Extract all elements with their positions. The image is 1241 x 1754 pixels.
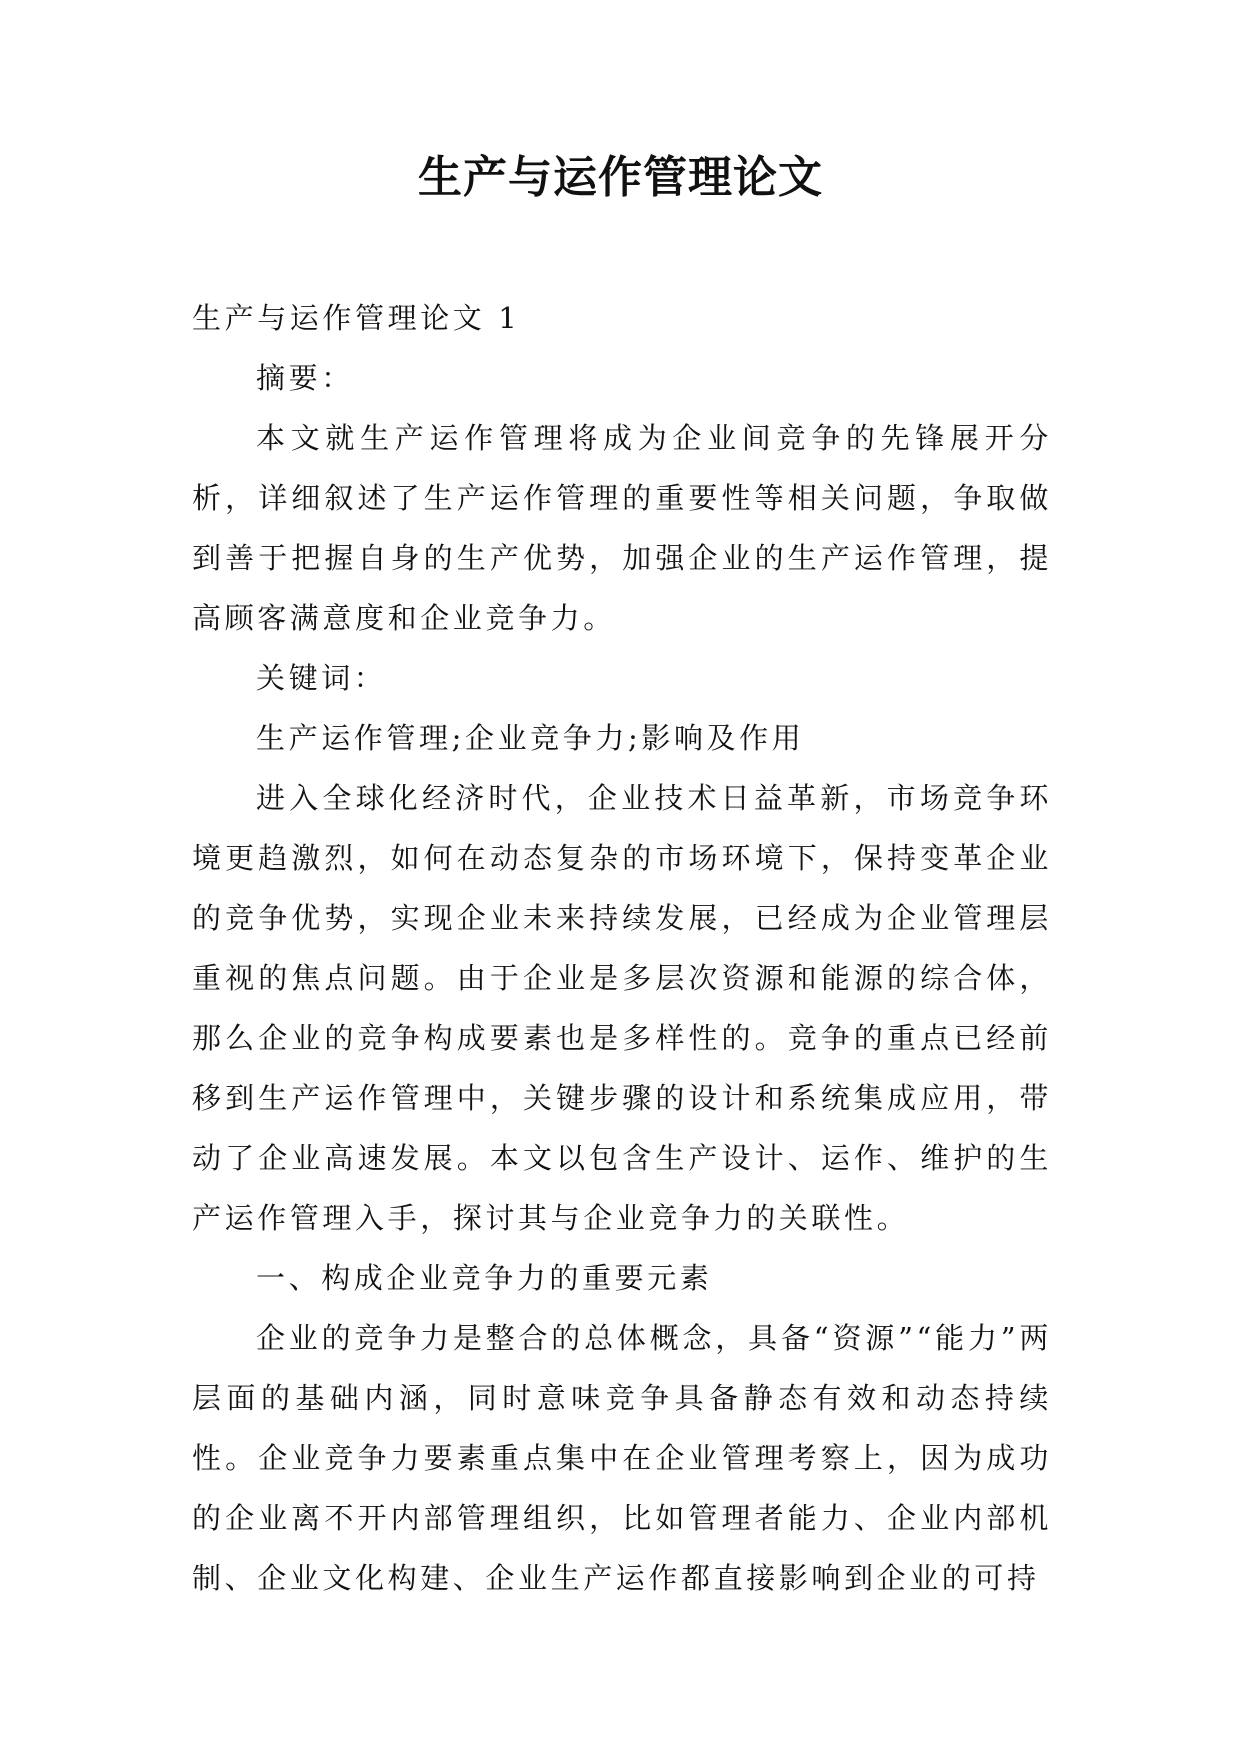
subheading: 一、构成企业竞争力的重要元素 <box>256 1261 713 1295</box>
section-heading: 生产与运作管理论文 1 <box>192 301 521 335</box>
body-paragraph: 企业的竞争力是整合的总体概念，具备“资源”“能力”两层面的基础内涵，同时意味竞争具备静态有效和动态持续性。企业竞争力要素重点集中在企业管理考察上，因为成功的企业离不开内部管理组织，比如管理者能力、企业内部机制、企业文化构建、企业生产运作都直接影响到企业的可持 <box>192 1321 1052 1595</box>
intro-paragraph: 进入全球化经济时代，企业技术日益革新，市场竞争环境更趋激烈，如何在动态复杂的市场环境下，保持变革企业的竞争优势，实现企业未来持续发展，已经成为企业管理层重视的焦点问题。由于企业是多层次资源和能源的综合体，那么企业的竞争构成要素也是多样性的。竞争的重点已经前移到生产运作管理中，关键步骤的设计和系统集成应用，带动了企业高速发展。本文以包含生产设计、运作、维护的生产运作管理入手，探讨其与企业竞争力的关联性。 <box>192 781 1052 1235</box>
document-body <box>192 288 1052 1608</box>
document-title: 生产与运作管理论文 <box>418 152 823 203</box>
keywords-paragraph: 生产运作管理;企业竞争力;影响及作用 <box>256 721 805 755</box>
abstract-paragraph: 本文就生产运作管理将成为企业间竞争的先锋展开分析，详细叙述了生产运作管理的重要性等相关问题，争取做到善于把握自身的生产优势，加强企业的生产运作管理，提高顾客满意度和企业竞争力。 <box>192 421 1052 635</box>
abstract-label: 摘要： <box>256 361 354 395</box>
keywords-label: 关键词： <box>256 661 387 695</box>
